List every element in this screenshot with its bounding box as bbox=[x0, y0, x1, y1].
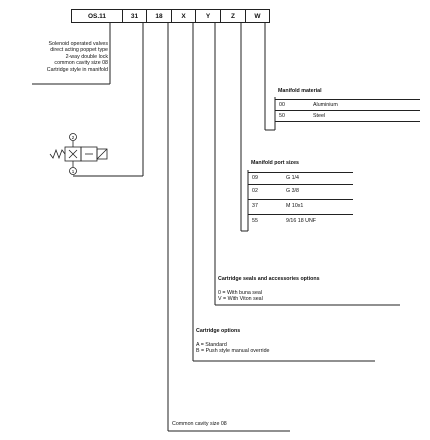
cartridge-options-title: Cartridge options bbox=[196, 328, 241, 334]
table-cell-value: Steel bbox=[313, 113, 326, 119]
code-box-y: Y bbox=[195, 9, 220, 23]
valve-description bbox=[4, 41, 108, 73]
table-cell-value: G 3/8 bbox=[286, 188, 299, 194]
table-cell-value: Aluminium bbox=[313, 102, 338, 108]
seals-options bbox=[218, 290, 263, 303]
table-cell-code: 00 bbox=[279, 102, 285, 108]
seals-title: Cartridge seals and accessories options bbox=[218, 276, 320, 282]
manifold-material-table bbox=[275, 99, 420, 122]
table-row bbox=[248, 199, 353, 214]
table-cell-code: 09 bbox=[252, 175, 258, 181]
seal-option: 0 = With buna seal bbox=[218, 290, 263, 296]
port-1-label: 1 bbox=[71, 169, 75, 174]
table-row bbox=[248, 172, 353, 184]
table-row bbox=[248, 214, 353, 229]
code-box-31: 31 bbox=[122, 9, 146, 23]
table-cell-code: 37 bbox=[252, 203, 258, 209]
code-box-x: X bbox=[171, 9, 195, 23]
code-box-series: OS.11 bbox=[71, 9, 122, 23]
table-cell-value: 9/16 18 UNF bbox=[286, 218, 317, 224]
description-line: direct acting poppet type bbox=[50, 47, 108, 54]
cartridge-options-list bbox=[196, 342, 269, 355]
table-cell-value: G 1/4 bbox=[286, 175, 299, 181]
port-sizes-table bbox=[248, 172, 353, 229]
ordering-code-row bbox=[71, 9, 270, 23]
description-line: Cartridge style in manifold bbox=[46, 66, 108, 73]
table-cell-code: 02 bbox=[252, 188, 258, 194]
description-line: Solenoid operated valves bbox=[48, 41, 108, 47]
cartridge-option: B = Push style manual override bbox=[196, 348, 270, 355]
cartridge-option: A = Standard bbox=[196, 342, 227, 348]
manifold-material-title: Manifold material bbox=[278, 88, 322, 94]
description-line: common cavity size 08 bbox=[54, 60, 108, 67]
table-cell-code: 50 bbox=[279, 113, 285, 119]
cavity-label: Common cavity size 08 bbox=[172, 421, 227, 427]
table-row bbox=[275, 99, 420, 110]
table-cell-code: 55 bbox=[252, 218, 258, 224]
code-box-w: W bbox=[245, 9, 270, 23]
code-box-18: 18 bbox=[146, 9, 171, 23]
table-row bbox=[275, 110, 420, 122]
seal-option: V = With Viton seal bbox=[218, 296, 263, 303]
port-sizes-title: Manifold port sizes bbox=[251, 160, 299, 166]
port-2-label: 2 bbox=[71, 135, 75, 140]
solenoid-valve-symbol bbox=[50, 134, 107, 175]
code-box-z: Z bbox=[220, 9, 245, 23]
table-cell-value: M 10x1 bbox=[286, 203, 304, 209]
description-line: 2-way double lock bbox=[65, 53, 108, 60]
table-row bbox=[248, 184, 353, 199]
